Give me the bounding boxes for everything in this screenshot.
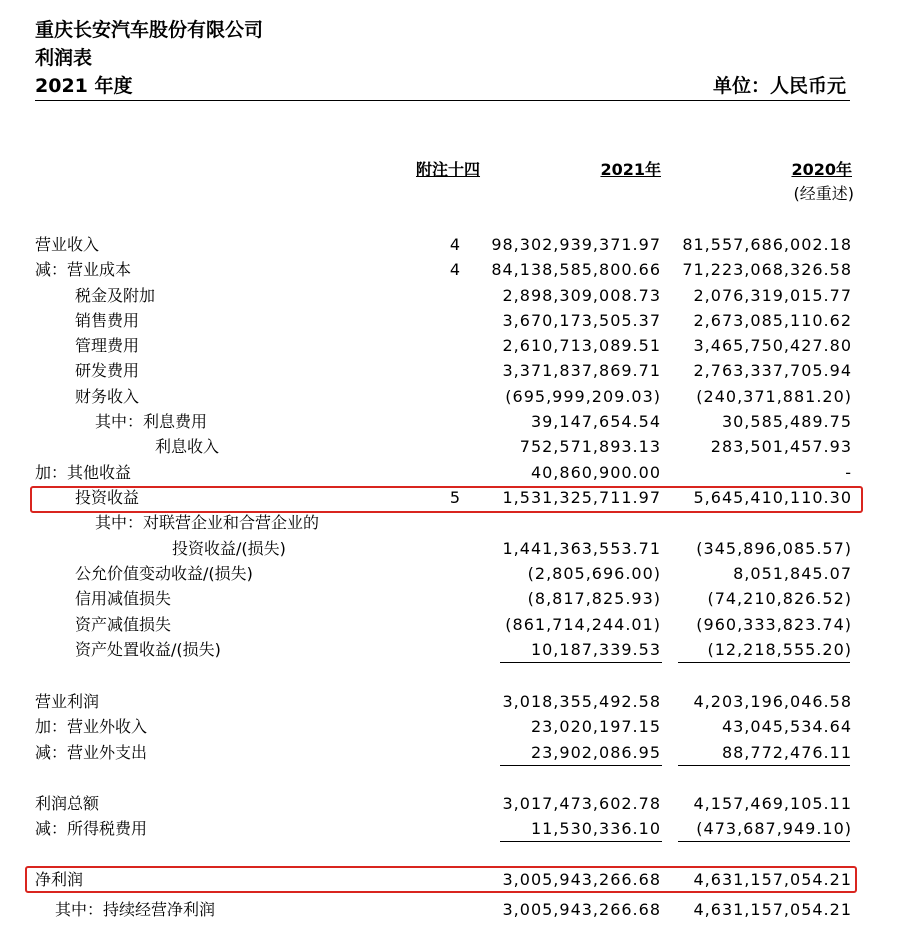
table-row-rd-expenses <box>0 358 898 383</box>
subtotal-line-2021 <box>500 841 662 842</box>
value-2021: 3,018,355,492.58 <box>502 692 661 711</box>
subtotal-line-2021 <box>500 662 662 663</box>
value-2020: 71,223,068,326.58 <box>682 260 852 279</box>
row-label: 财务收入 <box>75 387 140 406</box>
row-label: 其中：利息费用 <box>95 412 208 431</box>
row-label: 信用减值损失 <box>75 589 172 608</box>
table-row-operating-cost <box>0 257 898 282</box>
table-row-finance-income <box>0 384 898 409</box>
table-row-selling-expenses <box>0 308 898 333</box>
value-2021: 2,898,309,008.73 <box>502 286 661 305</box>
value-2021: (8,817,825.93) <box>527 589 661 608</box>
row-label: 管理费用 <box>75 336 140 355</box>
value-2020: 283,501,457.93 <box>710 437 852 456</box>
table-row-interest-expense <box>0 409 898 434</box>
value-2021: 84,138,585,800.66 <box>491 260 661 279</box>
table-row-fair-value-change <box>0 561 898 586</box>
value-2021: 2,610,713,089.51 <box>502 336 661 355</box>
highlight-investment-income <box>30 486 863 513</box>
table-row-asset-disposal <box>0 637 898 662</box>
subtotal-line-2020 <box>678 662 850 663</box>
table-row-operating-revenue <box>0 232 898 257</box>
row-label: 投资收益 <box>75 488 140 507</box>
row-label: 资产处置收益/(损失) <box>75 640 221 659</box>
value-2020: (240,371,881.20) <box>696 387 852 406</box>
value-2020: 88,772,476.11 <box>721 743 852 762</box>
row-label: 加：其他收益 <box>35 463 132 482</box>
row-note: 4 <box>449 260 461 279</box>
value-2021: 3,005,943,266.68 <box>502 900 661 919</box>
year-2021-column-header: 2021年 <box>600 160 661 179</box>
table-row-admin-expenses <box>0 333 898 358</box>
row-label: 利润总额 <box>35 794 100 813</box>
value-2021: 3,017,473,602.78 <box>502 794 661 813</box>
value-2021: 1,441,363,553.71 <box>502 539 661 558</box>
table-row-associates-jv-label <box>0 510 898 535</box>
year-2020-column-header: 2020年 <box>791 160 852 179</box>
table-row-income-tax <box>0 816 898 841</box>
row-label: 营业收入 <box>35 235 100 254</box>
row-label: 其中：对联营企业和合营企业的 <box>95 513 320 532</box>
value-2021: 11,530,336.10 <box>530 819 661 838</box>
table-row-asset-impairment <box>0 612 898 637</box>
subtotal-line-2020 <box>678 765 850 766</box>
table-row-taxes-surcharges <box>0 283 898 308</box>
value-2020: 43,045,534.64 <box>721 717 852 736</box>
value-2020: (345,896,085.57) <box>696 539 852 558</box>
value-2020: (74,210,826.52) <box>707 589 852 608</box>
row-label: 减：营业成本 <box>35 260 132 279</box>
table-row-total-profit <box>0 791 898 816</box>
value-2020: (12,218,555.20) <box>707 640 852 659</box>
value-2020: (473,687,949.10) <box>696 819 852 838</box>
value-2021: 1,531,325,711.97 <box>502 488 661 507</box>
value-2021: 3,005,943,266.68 <box>502 870 661 889</box>
value-2020: 4,157,469,105.11 <box>693 794 852 813</box>
table-row-non-operating-income <box>0 714 898 739</box>
value-2021: 98,302,939,371.97 <box>491 235 661 254</box>
value-2021: 40,860,900.00 <box>530 463 661 482</box>
value-2021: 3,670,173,505.37 <box>502 311 661 330</box>
value-2020: 8,051,845.07 <box>733 564 852 583</box>
row-label: 其中：持续经营净利润 <box>55 900 216 919</box>
value-2020: 4,203,196,046.58 <box>693 692 852 711</box>
row-label: 研发费用 <box>75 361 140 380</box>
value-2020: 81,557,686,002.18 <box>682 235 852 254</box>
value-2020: - <box>845 463 852 482</box>
value-2021: (861,714,244.01) <box>505 615 661 634</box>
row-note: 4 <box>449 235 461 254</box>
value-2020: 2,673,085,110.62 <box>693 311 852 330</box>
statement-title: 利润表 <box>35 47 93 69</box>
row-label: 税金及附加 <box>75 286 156 305</box>
value-2021: 3,371,837,869.71 <box>502 361 661 380</box>
row-label: 减：营业外支出 <box>35 743 148 762</box>
value-2021: (695,999,209.03) <box>505 387 661 406</box>
value-2020: 2,763,337,705.94 <box>693 361 852 380</box>
row-label: 加：营业外收入 <box>35 717 148 736</box>
table-row-operating-profit <box>0 689 898 714</box>
value-2020: 4,631,157,054.21 <box>693 870 852 889</box>
currency-unit: 单位：人民币元 <box>712 75 846 97</box>
value-2020: 30,585,489.75 <box>721 412 852 431</box>
value-2020: 3,465,750,427.80 <box>693 336 852 355</box>
value-2020: 4,631,157,054.21 <box>693 900 852 919</box>
value-2021: 23,020,197.15 <box>530 717 661 736</box>
table-row-continuing-ops-net-profit <box>0 897 898 922</box>
row-label: 投资收益/(损失) <box>172 539 286 558</box>
row-label: 减：所得税费用 <box>35 819 148 838</box>
row-label: 营业利润 <box>35 692 100 711</box>
table-row-interest-income <box>0 434 898 459</box>
value-2021: 23,902,086.95 <box>530 743 661 762</box>
company-name: 重庆长安汽车股份有限公司 <box>35 19 264 41</box>
row-label: 利息收入 <box>155 437 220 456</box>
highlight-net-profit <box>25 866 857 893</box>
table-row-credit-impairment <box>0 586 898 611</box>
value-2020: 5,645,410,110.30 <box>693 488 852 507</box>
restated-note: (经重述) <box>793 184 854 203</box>
value-2021: 10,187,339.53 <box>530 640 661 659</box>
subtotal-line-2021 <box>500 765 662 766</box>
row-label: 净利润 <box>35 870 84 889</box>
row-label: 资产减值损失 <box>75 615 172 634</box>
header-divider <box>35 100 850 101</box>
row-label: 销售费用 <box>75 311 140 330</box>
subtotal-line-2020 <box>678 841 850 842</box>
row-label: 公允价值变动收益/(损失) <box>75 564 253 583</box>
statement-period: 2021 年度 <box>35 75 133 97</box>
value-2021: (2,805,696.00) <box>527 564 661 583</box>
value-2021: 752,571,893.13 <box>519 437 661 456</box>
value-2020: (960,333,823.74) <box>696 615 852 634</box>
value-2020: 2,076,319,015.77 <box>693 286 852 305</box>
table-row-associates-jv-investment-income <box>0 536 898 561</box>
note-column-header: 附注十四 <box>416 160 481 179</box>
table-row-other-income <box>0 460 898 485</box>
value-2021: 39,147,654.54 <box>530 412 661 431</box>
row-note: 5 <box>449 488 461 507</box>
table-row-non-operating-expense <box>0 740 898 765</box>
